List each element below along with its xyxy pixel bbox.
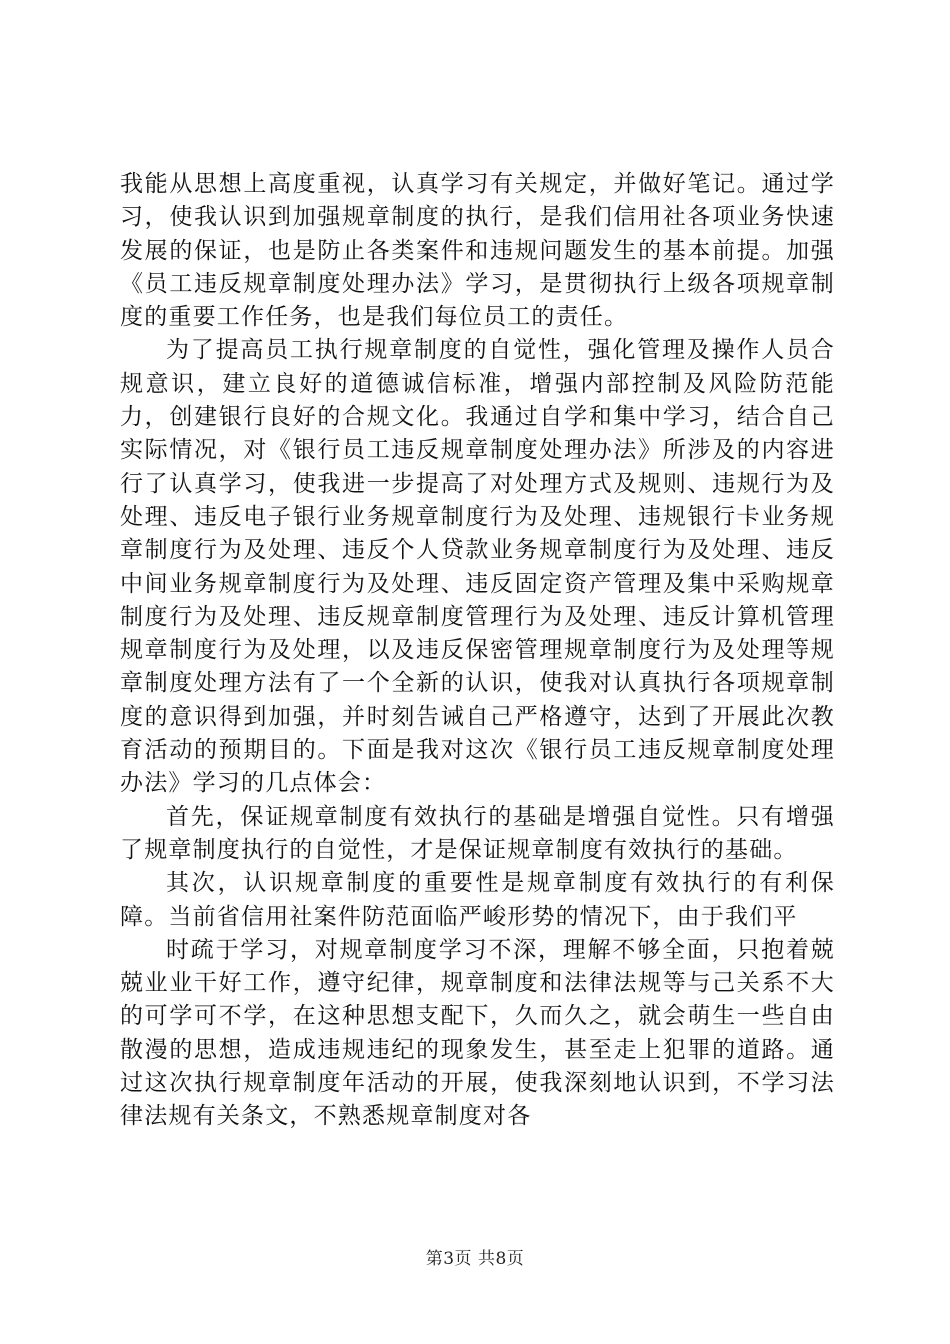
paragraph-2: 为了提高员工执行规章制度的自觉性，强化管理及操作人员合规意识，建立良好的道德诚信标准，增强内部控制及风险防范能力，创建银行良好的合规文化。我通过自学和集中学习，结合自己实际情况，对《银行员工违反规章制度处理办法》所涉及的内容进行了认真学习，使我进一步提高了对处理方式及规则、违规行为及处理、违反电子银行业务规章制度行为及处理、违规银行卡业务规章制度行为及处理、违反个人贷款业务规章制度行为及处理、违反中间业务规章制度行为及处理、违反固定资产管理及集中采购规章制度行为及处理、违反规章制度管理行为及处理、违反计算机管理规章制度行为及处理，以及违反保密管理规章制度行为及处理等规章制度处理方法有了一个全新的认识，使我对认真执行各项规章制度的意识得到加强，并时刻告诫自己严格遵守，达到了开展此次教育活动的预期目的。下面是我对这次《银行员工违反规章制度处理办法》学习的几点体会： — [120, 337, 835, 797]
paragraph-1: 我能从思想上高度重视，认真学习有关规定，并做好笔记。通过学习，使我认识到加强规章制度的执行，是我们信用社各项业务快速发展的保证，也是防止各类案件和违规问题发生的基本前提。加强《员工违反规章制度处理办法》学习，是贯彻执行上级各项规章制度的重要工作任务，也是我们每位员工的责任。 — [120, 171, 835, 331]
paragraph-5: 时疏于学习，对规章制度学习不深，理解不够全面，只抱着兢兢业业干好工作，遵守纪律，规章制度和法律法规等与己关系不大的可学可不学，在这种思想支配下，久而久之，就会萌生一些自由散漫的思想，造成违规违纪的现象发生，甚至走上犯罪的道路。通过这次执行规章制度年活动的开展，使我深刻地认识到，不学习法律法规有关条文，不熟悉规章制度对各 — [120, 936, 835, 1130]
page-footer: 第3页 共8页 — [425, 1249, 525, 1269]
paragraph-3: 首先，保证规章制度有效执行的基础是增强自觉性。只有增强了规章制度执行的自觉性，才是保证规章制度有效执行的基础。 — [120, 803, 835, 863]
document-body — [120, 168, 835, 1134]
paragraph-4: 其次，认识规章制度的重要性是规章制度有效执行的有利保障。当前省信用社案件防范面临严峻形势的情况下，由于我们平 — [120, 870, 835, 930]
